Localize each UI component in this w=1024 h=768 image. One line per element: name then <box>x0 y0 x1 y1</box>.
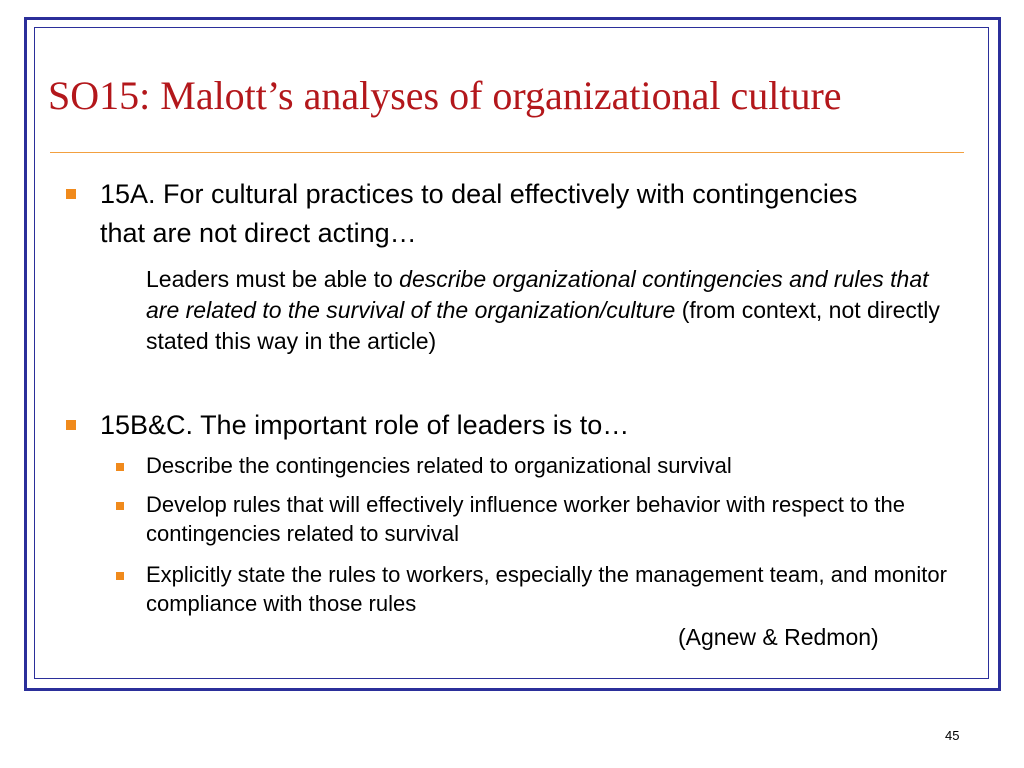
page-number: 45 <box>945 728 960 743</box>
square-bullet-icon <box>66 189 76 199</box>
bullet-15a-text: 15A. For cultural practices to deal effectively with contingencies that are not direct acting… <box>100 179 858 248</box>
sub-bullet-item: Describe the contingencies related to organizational survival <box>146 453 732 478</box>
bullet-15bc-text: 15B&C. The important role of leaders is to… <box>100 410 630 440</box>
small-square-bullet-icon <box>116 502 124 510</box>
small-square-bullet-icon <box>116 463 124 471</box>
attribution: (Agnew & Redmon) <box>678 624 879 650</box>
title-divider <box>50 152 964 153</box>
sub-bullet-item: Develop rules that will effectively influence worker behavior with respect to the contingencies related to survival <box>146 492 905 546</box>
small-square-bullet-icon <box>116 572 124 580</box>
slide-title: SO15: Malott’s analyses of organizational culture <box>48 73 842 118</box>
indent-15a-paragraph <box>146 264 946 357</box>
square-bullet-icon <box>66 420 76 430</box>
indent-15a-tail: (from context, not directly stated this way in the article) <box>146 297 940 354</box>
sub-bullet-item: Explicitly state the rules to workers, especially the management team, and monitor compliance with those rules <box>146 562 947 616</box>
indent-15a-lead: Leaders must be able to <box>146 266 400 292</box>
indent-15a-emphasis: describe organizational contingencies and rules that are related to the survival of the organization/culture <box>146 266 929 323</box>
